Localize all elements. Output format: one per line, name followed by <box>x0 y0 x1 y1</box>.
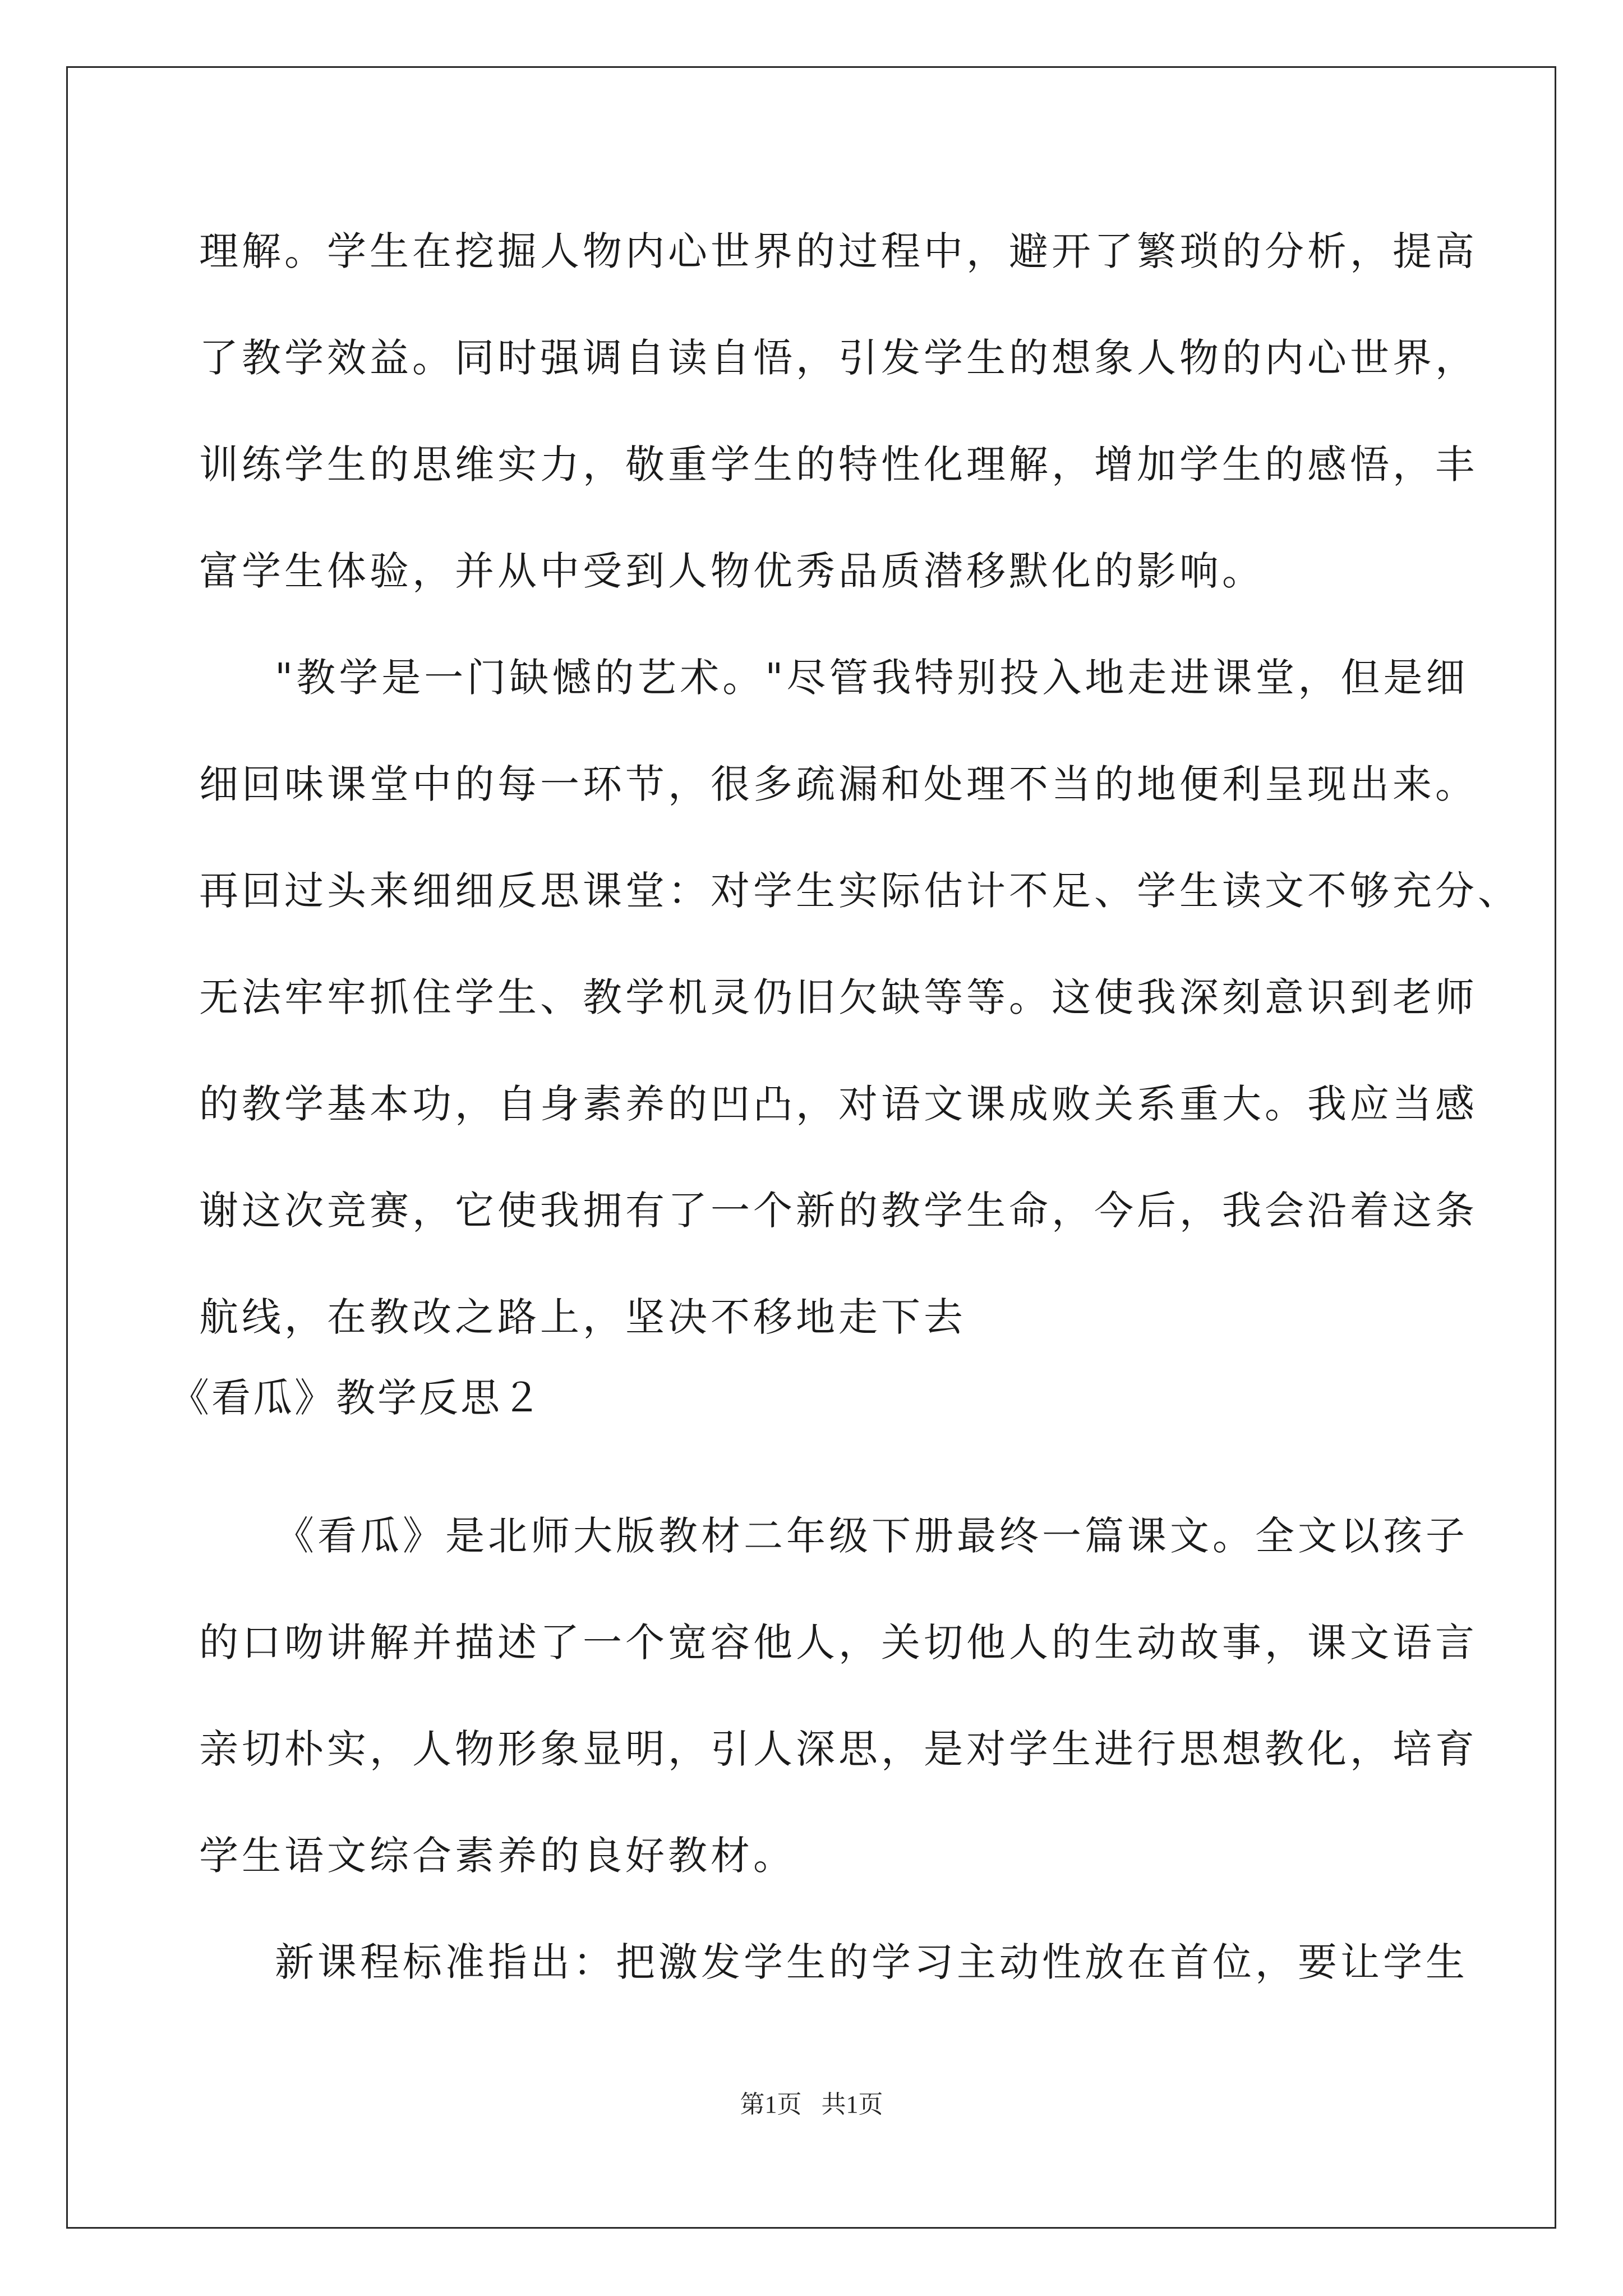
paragraph-line: 学生语文综合素养的良好教材。 <box>199 1833 796 1879</box>
paragraph-line: 训练学生的思维实力，敬重学生的特性化理解，增加学生的感悟，丰 <box>199 441 1478 487</box>
paragraph-line: "教学是一门缺憾的艺术。"尽管我特别投入地走进课堂，但是细 <box>275 655 1469 701</box>
paragraph-line: 细回味课堂中的每一环节，很多疏漏和处理不当的地便利呈现出来。 <box>199 761 1478 807</box>
page-footer <box>0 2088 1623 2122</box>
paragraph-line: 理解。学生在挖掘人物内心世界的过程中，避开了繁琐的分析，提高 <box>199 228 1478 274</box>
paragraph-line: 谢这次竞赛，它使我拥有了一个新的教学生命，今后，我会沿着这条 <box>199 1188 1478 1234</box>
paragraph-line: 再回过头来细细反思课堂：对学生实际估计不足、学生读文不够充分、 <box>199 868 1520 914</box>
paragraph-line: 《看瓜》是北师大版教材二年级下册最终一篇课文。全文以孩子 <box>275 1513 1468 1559</box>
paragraph-line: 亲切朴实，人物形象显明，引人深思，是对学生进行思想教化，培育 <box>199 1726 1478 1772</box>
paragraph-line: 航线，在教改之路上，坚决不移地走下去 <box>199 1294 966 1340</box>
page-number-current: 第1页 <box>740 2091 802 2118</box>
paragraph-line: 了教学效益。同时强调自读自悟，引发学生的想象人物的内心世界， <box>199 335 1478 381</box>
page-number-total: 共1页 <box>821 2091 883 2118</box>
paragraph-line: 的口吻讲解并描述了一个宽容他人，关切他人的生动故事，课文语言 <box>199 1619 1478 1665</box>
section-heading: 《看瓜》教学反思２ <box>170 1375 543 1421</box>
paragraph-line: 富学生体验，并从中受到人物优秀品质潜移默化的影响。 <box>199 548 1265 594</box>
paragraph-line: 无法牢牢抓住学生、教学机灵仍旧欠缺等等。这使我深刻意识到老师 <box>199 974 1478 1020</box>
paragraph-line: 的教学基本功，自身素养的凹凸，对语文课成败关系重大。我应当感 <box>199 1081 1478 1127</box>
paragraph-line: 新课程标准指出：把激发学生的学习主动性放在首位，要让学生 <box>275 1939 1468 1985</box>
page-border <box>66 66 1556 2229</box>
